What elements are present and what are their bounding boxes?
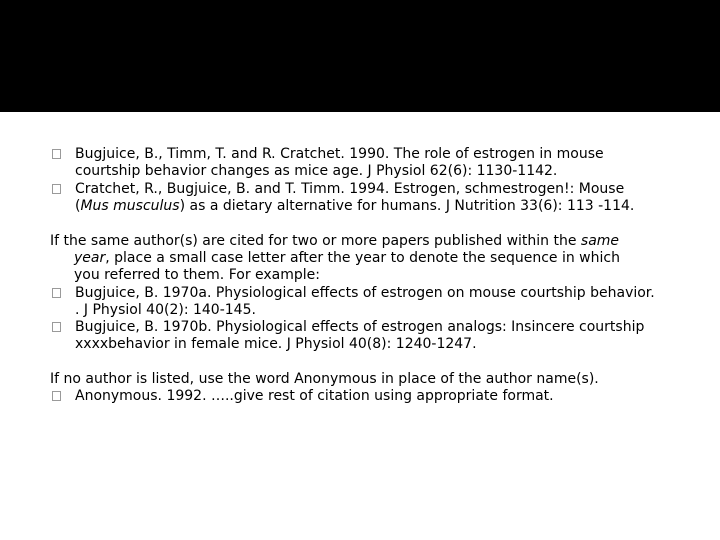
- same-author-rule: [50, 233, 700, 284]
- rule-line: If no author is listed, use the word Anonymous in place of the author name(s).: [50, 371, 599, 387]
- species-name: Mus musculus: [80, 198, 180, 214]
- text-fragment: , place a small case letter after the year to denote the sequence in which: [105, 250, 620, 266]
- citation-line: [75, 198, 705, 215]
- bullet-icon: [52, 149, 61, 159]
- rule-line: [50, 250, 700, 267]
- emphasis: year: [74, 250, 106, 266]
- text-fragment: ) as a dietary alternative for humans. J Nutrition 33(6): 113 -114.: [179, 198, 635, 214]
- rule-line: you referred to them. For example:: [74, 267, 321, 283]
- emphasis: same: [580, 233, 620, 249]
- example-line: . J Physiol 40(2): 140-145.: [75, 302, 256, 318]
- citation-text: [75, 146, 705, 180]
- citation-line: courtship behavior changes as mice age. J Physiol 62(6): 1130-1142.: [75, 163, 558, 179]
- example-text: [75, 285, 705, 319]
- example-line: Anonymous. 1992. …..give rest of citation using appropriate format.: [75, 388, 554, 404]
- example-text: [75, 388, 705, 405]
- bullet-icon: [52, 288, 61, 298]
- rule-line: [50, 233, 700, 250]
- bullet-icon: [52, 184, 61, 194]
- text-fragment: (: [75, 198, 81, 214]
- citation-text: [75, 181, 705, 215]
- example-text: [75, 319, 705, 353]
- no-author-rule: [50, 371, 700, 388]
- citation-line: Cratchet, R., Bugjuice, B. and T. Timm. 1994. Estrogen, schmestrogen!: Mouse: [75, 181, 625, 197]
- example-line: Bugjuice, B. 1970a. Physiological effects of estrogen on mouse courtship behavior.: [75, 285, 655, 301]
- bullet-icon: [52, 391, 61, 401]
- citation-line: Bugjuice, B., Timm, T. and R. Cratchet. 1990. The role of estrogen in mouse: [75, 146, 604, 162]
- bullet-icon: [52, 322, 61, 332]
- example-line: xxxxbehavior in female mice. J Physiol 40(8): 1240-1247.: [75, 336, 477, 352]
- text-fragment: If the same author(s) are cited for two or more papers published within the: [50, 233, 581, 249]
- example-line: Bugjuice, B. 1970b. Physiological effects of estrogen analogs: Insincere courtship: [75, 319, 645, 335]
